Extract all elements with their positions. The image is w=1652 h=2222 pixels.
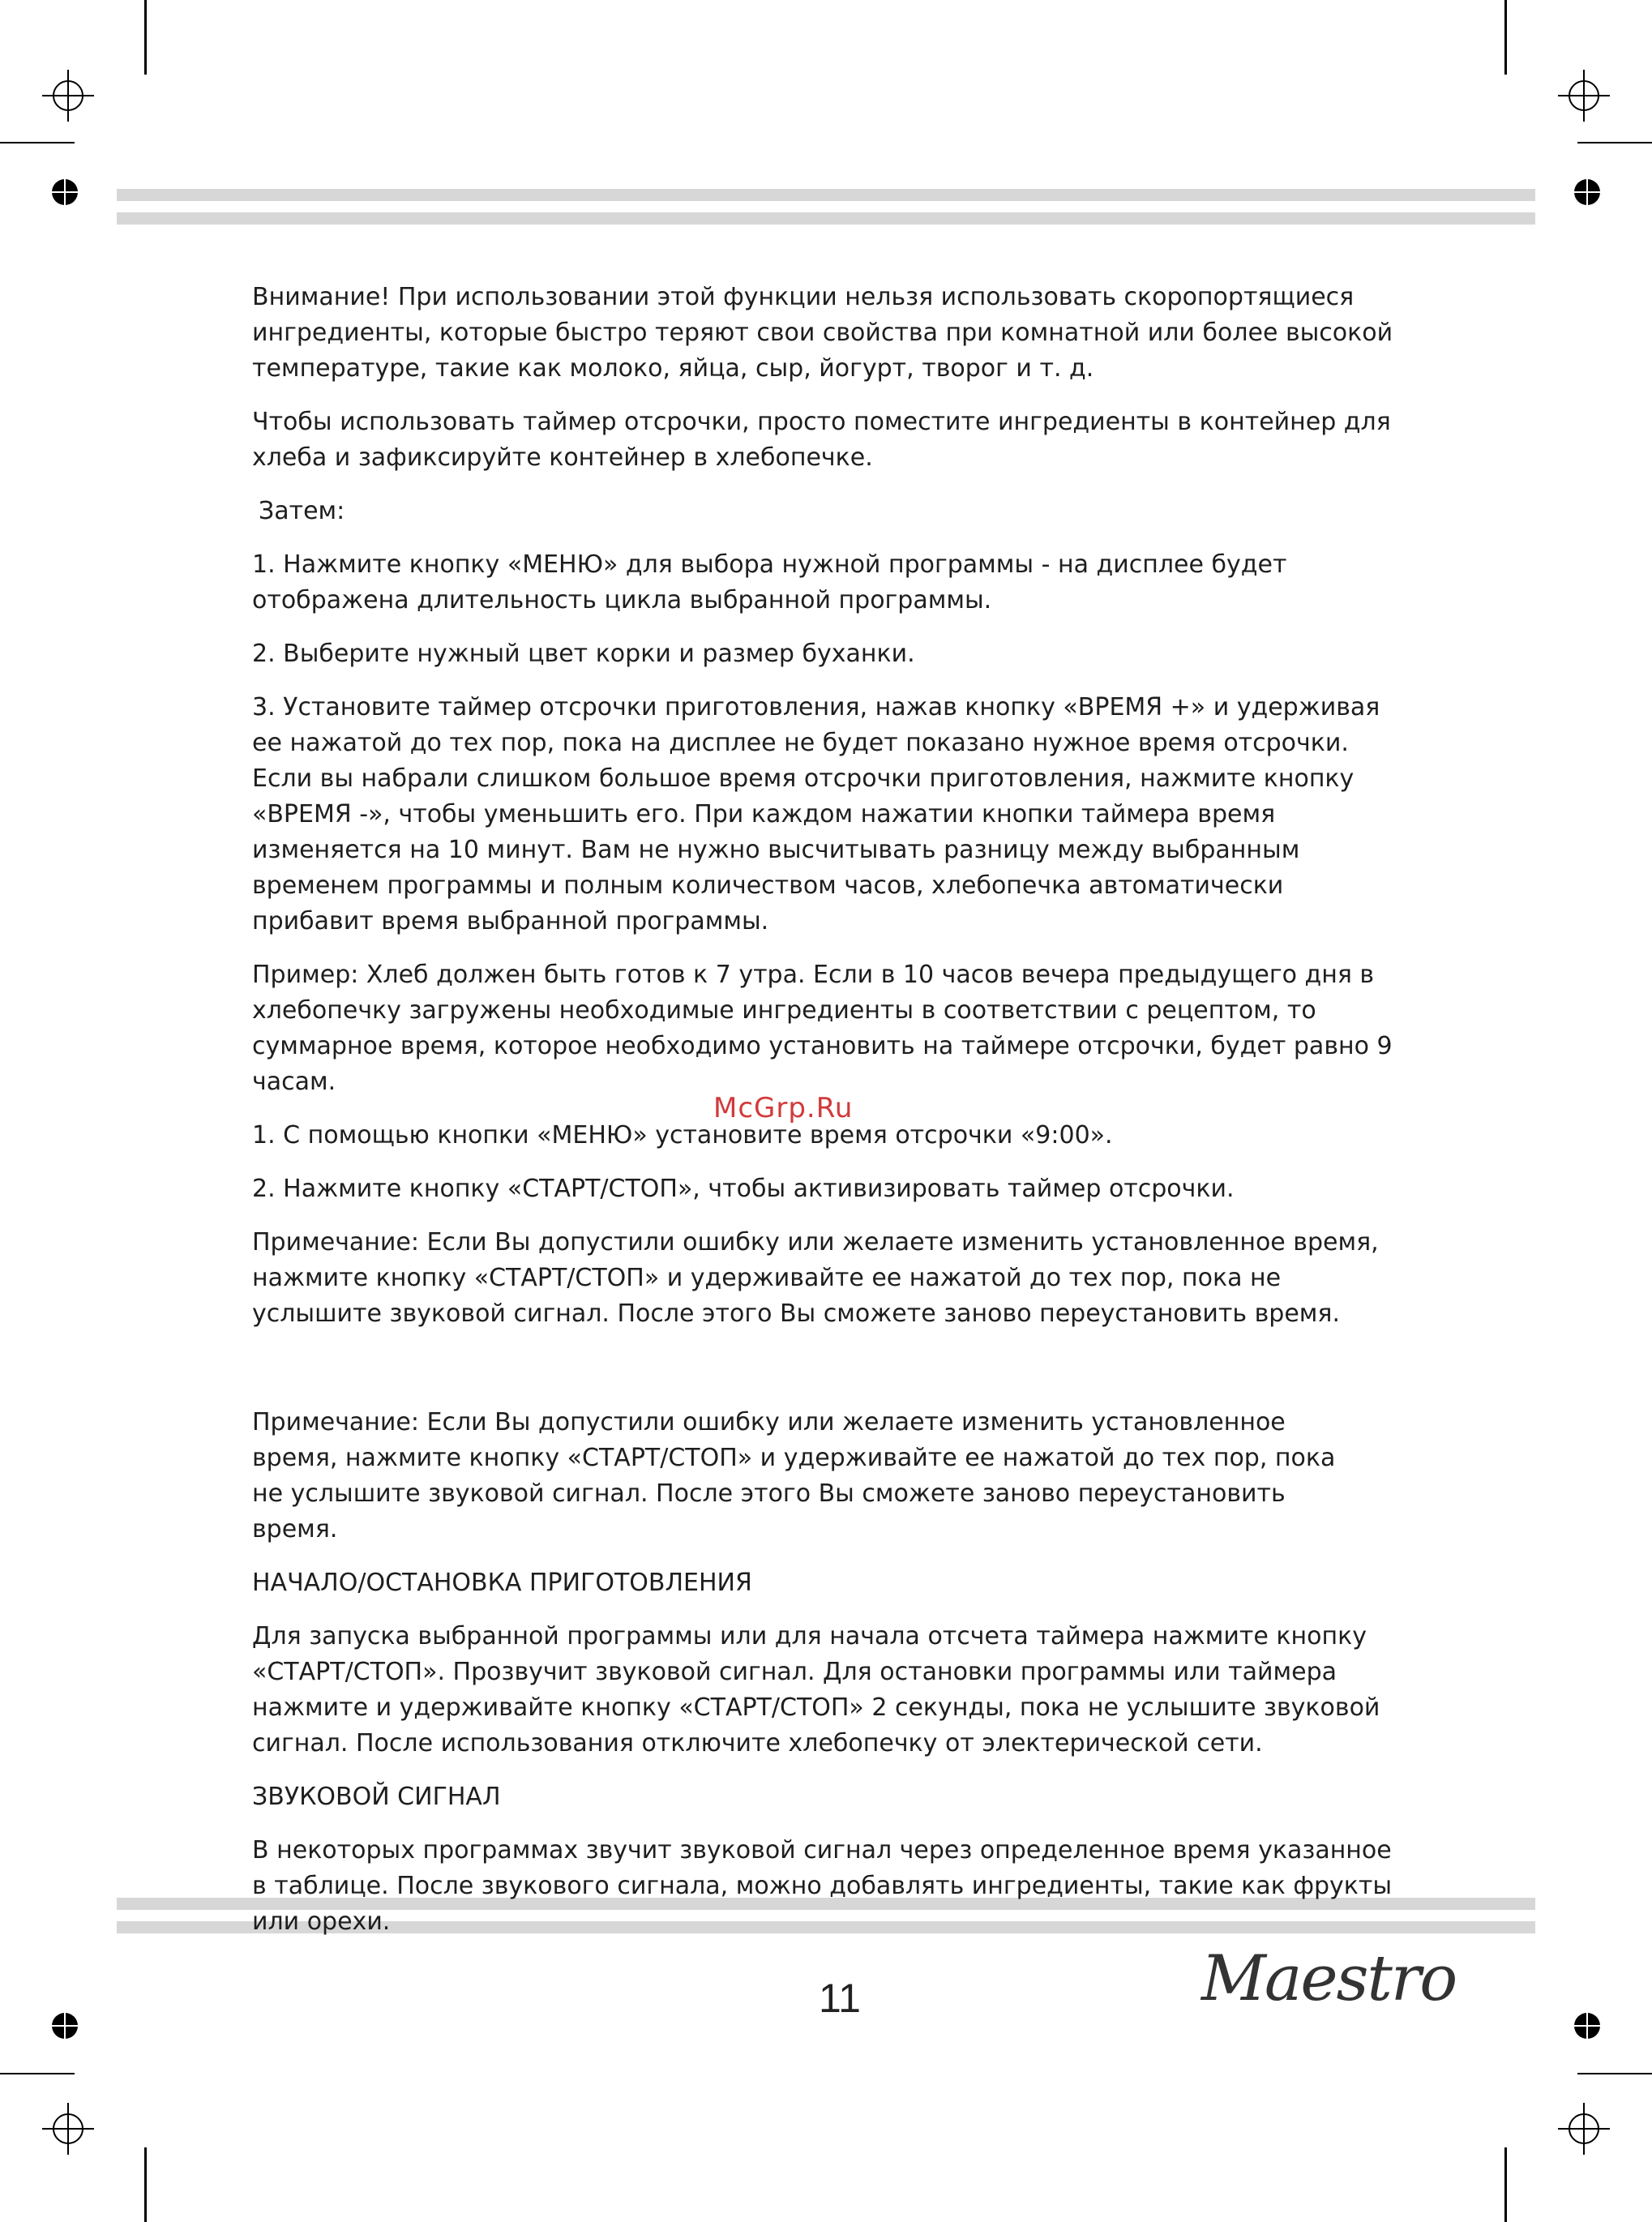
brand-logo: Maestro: [1201, 1942, 1457, 2015]
target-disc-icon: [1573, 2011, 1602, 2040]
section-heading: ЗВУКОВОЙ СИГНАЛ: [252, 1783, 501, 1811]
crop-mark: [0, 2073, 75, 2074]
paragraph: Чтобы использовать таймер отсрочки, просто поместите ингредиенты в контейнер для хлеба и зафиксируйте контейнер в хлебопечке.: [252, 408, 1391, 472]
watermark: McGrp.Ru: [713, 1092, 854, 1124]
step-item: 2. Выберите нужный цвет корки и размер буханки.: [252, 640, 915, 668]
crop-mark: [0, 142, 75, 143]
registration-mark-icon: [42, 70, 94, 122]
example-paragraph: Пример: Хлеб должен быть готов к 7 утра. Если в 10 часов вечера предыдущего дня в хлебопечку загружены необходимые ингредиенты в соответствии с рецептом, то суммарное время, которое необходимо установить на таймере отсрочки, будет равно 9 часам.: [252, 961, 1393, 1096]
registration-mark-icon: [1558, 70, 1610, 122]
target-disc-icon: [1573, 178, 1602, 207]
registration-mark-icon: [42, 2103, 94, 2155]
section-heading: НАЧАЛО/ОСТАНОВКА ПРИГОТОВЛЕНИЯ: [252, 1569, 752, 1597]
crop-mark: [1577, 2073, 1652, 2074]
header-divider: [117, 189, 1535, 201]
crop-mark: [1504, 0, 1507, 75]
paragraph: Затем:: [259, 497, 345, 525]
step-item: 1. Нажмите кнопку «МЕНЮ» для выбора нужной программы - на дисплее будет отображена длительность цикла выбранной программы.: [252, 550, 1287, 614]
page-number: 11: [819, 1976, 861, 2021]
warning-paragraph: Внимание! При использовании этой функции нельзя использовать скоропортящиеся ингредиенты, которые быстро теряют свои свойства при комнатной или более высокой температуре, такие как молоко, яйца, сыр, йогурт, творог и т. д.: [252, 283, 1393, 383]
paragraph: В некоторых программах звучит звуковой сигнал через определенное время указанное в таблице. После звукового сигнала, можно добавлять ингредиенты, такие как фрукты или орехи.: [252, 1836, 1393, 1936]
registration-mark-icon: [1558, 2103, 1610, 2155]
header-divider: [117, 212, 1535, 225]
target-disc-icon: [50, 178, 79, 207]
step-item: 2. Нажмите кнопку «СТАРТ/СТОП», чтобы активизировать таймер отсрочки.: [252, 1175, 1235, 1203]
paragraph: Для запуска выбранной программы или для начала отсчета таймера нажмите кнопку «СТАРТ/СТОП». Прозвучит звуковой сигнал. Для остановки программы или таймера нажмите и удерживайте кнопку «СТАРТ/СТОП» 2 секунды, пока не услышите звуковой сигнал. После использования отключите хлебопечку от электерической сети.: [252, 1622, 1380, 1757]
crop-mark: [1577, 142, 1652, 143]
crop-mark: [144, 2147, 147, 2222]
step-item: 1. С помощью кнопки «МЕНЮ» установите время отсрочки «9:00».: [252, 1121, 1113, 1150]
note-paragraph: Примечание: Если Вы допустили ошибку или желаете изменить установленное время, нажмите кнопку «СТАРТ/СТОП» и удерживайте ее нажатой до тех пор, пока не услышите звуковой сигнал. После этого Вы сможете заново переустановить время.: [252, 1228, 1379, 1328]
step-item: 3. Установите таймер отсрочки приготовления, нажав кнопку «ВРЕМЯ +» и удерживая ее нажатой до тех пор, пока на дисплее не будет показано нужное время отсрочки. Если вы набрали слишком большое время отсрочки приготовления, нажмите кнопку «ВРЕМЯ -», чтобы уменьшить его. При каждом нажатии кнопки таймера время изменяется на 10 минут. Вам не нужно высчитывать разницу между выбранным временем программы и полным количеством часов, хлебопечка автоматически прибавит время выбранной программы.: [252, 693, 1380, 935]
note-paragraph: Примечание: Если Вы допустили ошибку или желаете изменить установленное время, нажмите кнопку «СТАРТ/СТОП» и удерживайте ее нажатой до тех пор, пока не услышите звуковой сигнал. После этого Вы сможете заново переустановить время.: [252, 1408, 1336, 1543]
crop-mark: [144, 0, 147, 75]
target-disc-icon: [50, 2011, 79, 2040]
crop-mark: [1504, 2147, 1507, 2222]
